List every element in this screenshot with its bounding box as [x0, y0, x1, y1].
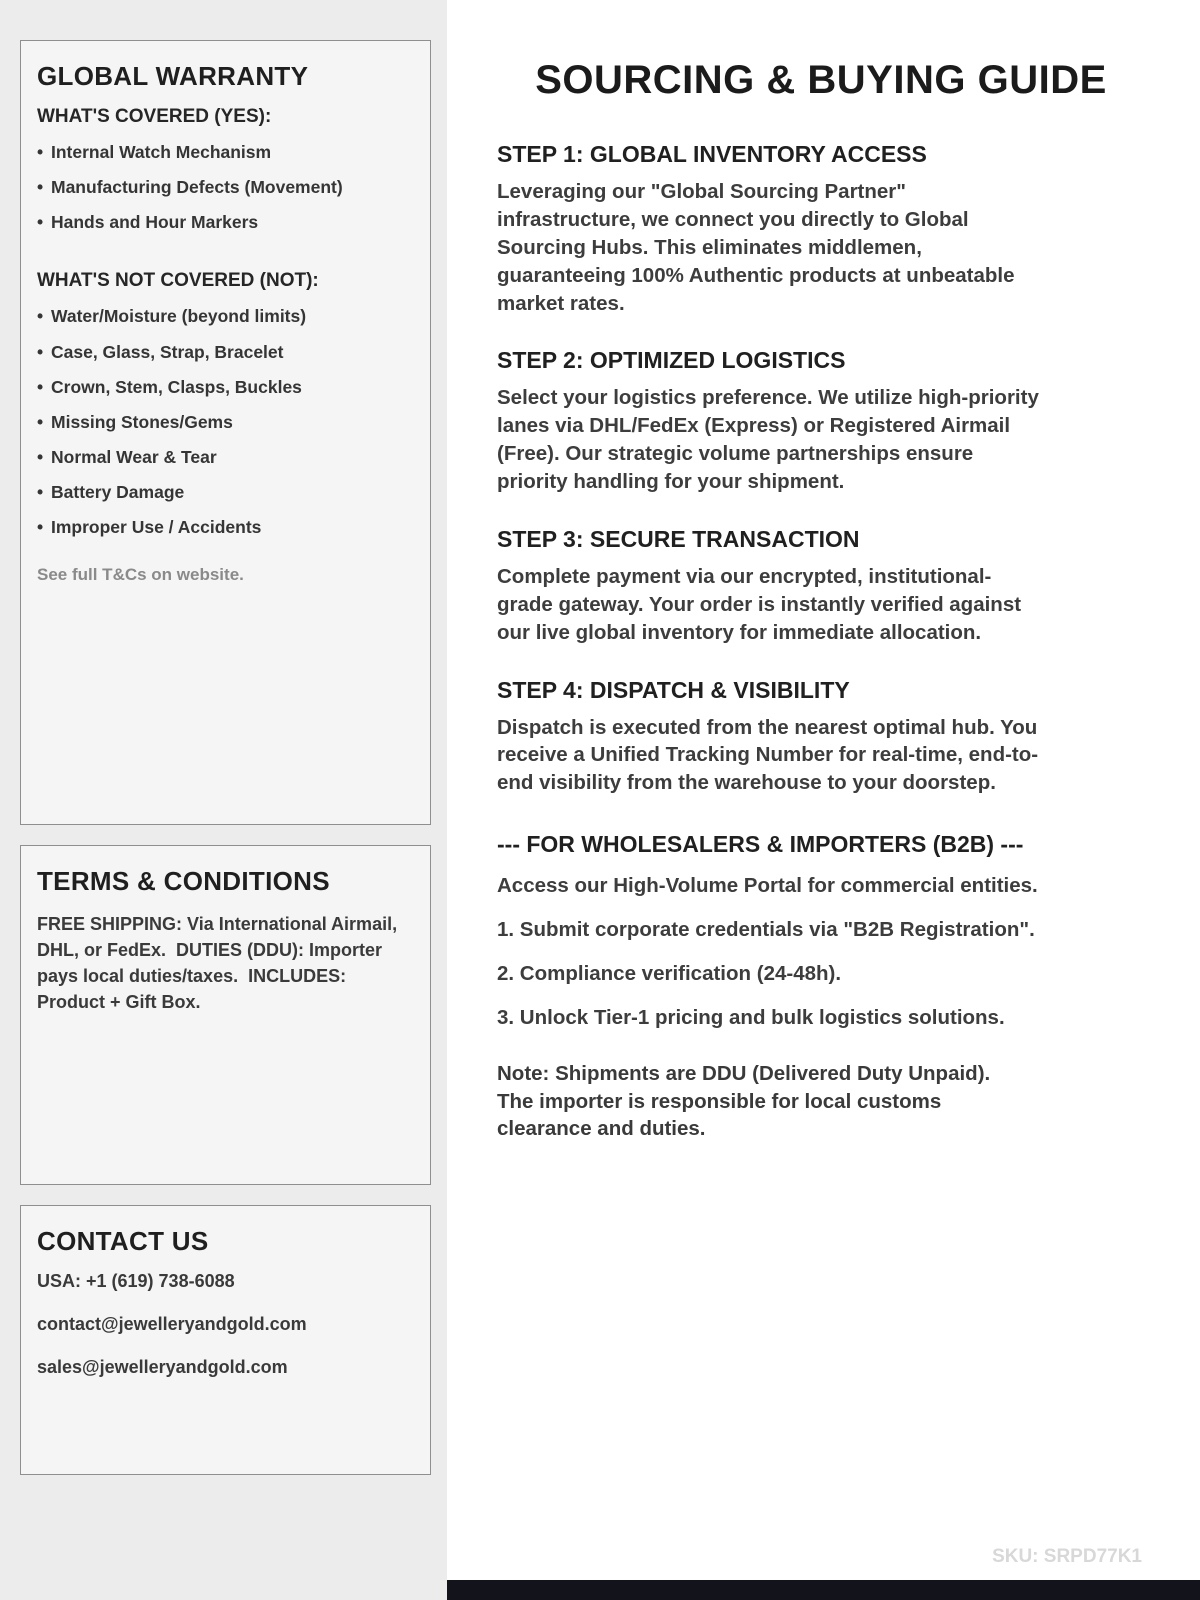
step-1-body: Leveraging our "Global Sourcing Partner" infrastructure, we connect you directly to Global Sourcing Hubs. This eliminates middlemen, guaranteeing 100% Authentic products at unbeatable market rates. [497, 180, 1015, 315]
step-3-body: Complete payment via our encrypted, institutional-grade gateway. Your order is instantly verified against our live global inventory for immediate allocation. [497, 564, 1022, 644]
step-2-section [497, 347, 1145, 496]
covered-list [37, 142, 414, 232]
not-covered-heading: WHAT'S NOT COVERED (NOT): [37, 270, 319, 292]
contact-email-primary: contact@jewelleryandgold.com [37, 1314, 307, 1334]
list-item: • Crown, Stem, Clasps, Buckles [37, 377, 414, 397]
step-4-body: Dispatch is executed from the nearest optimal hub. You receive a Unified Tracking Number for real-time, end-to-end visibility from the warehouse to your doorstep. [497, 715, 1039, 795]
warranty-footnote: See full T&Cs on website. [37, 565, 244, 585]
step-3-section [497, 526, 1145, 647]
step-3-heading: STEP 3: SECURE TRANSACTION [497, 525, 860, 552]
list-item: • Battery Damage [37, 482, 414, 502]
step-2-body: Select your logistics preference. We utilize high-priority lanes via DHL/FedEx (Express) or Registered Airmail (Free). Our strategic volume partnerships ensure priority handling for your shipment. [497, 386, 1039, 493]
contact-title: CONTACT US [37, 1226, 209, 1256]
sku-label: SKU: SRPD77K1 [992, 1546, 1142, 1567]
not-covered-list [37, 306, 414, 537]
main-content [447, 0, 1200, 1600]
b2b-item-3: 3. Unlock Tier-1 pricing and bulk logistics solutions. [497, 1005, 1005, 1029]
b2b-section [497, 831, 1145, 1143]
list-item: • Normal Wear & Tear [37, 447, 414, 467]
b2b-note: Note: Shipments are DDU (Delivered Duty Unpaid). The importer is responsible for local customs clearance and duties. [497, 1061, 991, 1141]
list-item: • Case, Glass, Strap, Bracelet [37, 342, 414, 362]
b2b-item-1: 1. Submit corporate credentials via "B2B Registration". [497, 918, 1035, 941]
list-item: • Missing Stones/Gems [37, 412, 414, 432]
step-4-heading: STEP 4: DISPATCH & VISIBILITY [497, 676, 850, 703]
list-item: • Improper Use / Accidents [37, 517, 414, 537]
warranty-panel [20, 40, 431, 825]
list-item: • Water/Moisture (beyond limits) [37, 306, 414, 326]
footer-bar [447, 1580, 1200, 1600]
warranty-title: GLOBAL WARRANTY [37, 61, 309, 91]
list-item: • Manufacturing Defects (Movement) [37, 177, 414, 197]
b2b-intro: Access our High-Volume Portal for commercial entities. [497, 874, 1038, 898]
contact-panel [20, 1205, 431, 1475]
step-2-heading: STEP 2: OPTIMIZED LOGISTICS [497, 347, 846, 374]
b2b-item-2: 2. Compliance verification (24-48h). [497, 961, 842, 985]
terms-title: TERMS & CONDITIONS [37, 866, 330, 896]
covered-heading: WHAT'S COVERED (YES): [37, 106, 272, 127]
contact-email-sales: sales@jewelleryandgold.com [37, 1357, 288, 1377]
terms-panel [20, 845, 431, 1185]
list-item: • Hands and Hour Markers [37, 212, 414, 232]
b2b-heading: --- FOR WHOLESALERS & IMPORTERS (B2B) --- [497, 831, 1024, 858]
step-1-heading: STEP 1: GLOBAL INVENTORY ACCESS [497, 141, 927, 167]
terms-body: FREE SHIPPING: Via International Airmail, DHL, or FedEx. DUTIES (DDU): Importer pays local duties/taxes. INCLUDES: Product + Gift Box. [37, 914, 403, 1013]
list-item: • Internal Watch Mechanism [37, 142, 414, 162]
contact-phone: USA: +1 (619) 738-6088 [37, 1271, 235, 1291]
step-1-section [497, 141, 1145, 317]
sidebar [0, 0, 447, 1600]
step-4-section [497, 677, 1145, 798]
page-title: SOURCING & BUYING GUIDE [535, 58, 1107, 102]
